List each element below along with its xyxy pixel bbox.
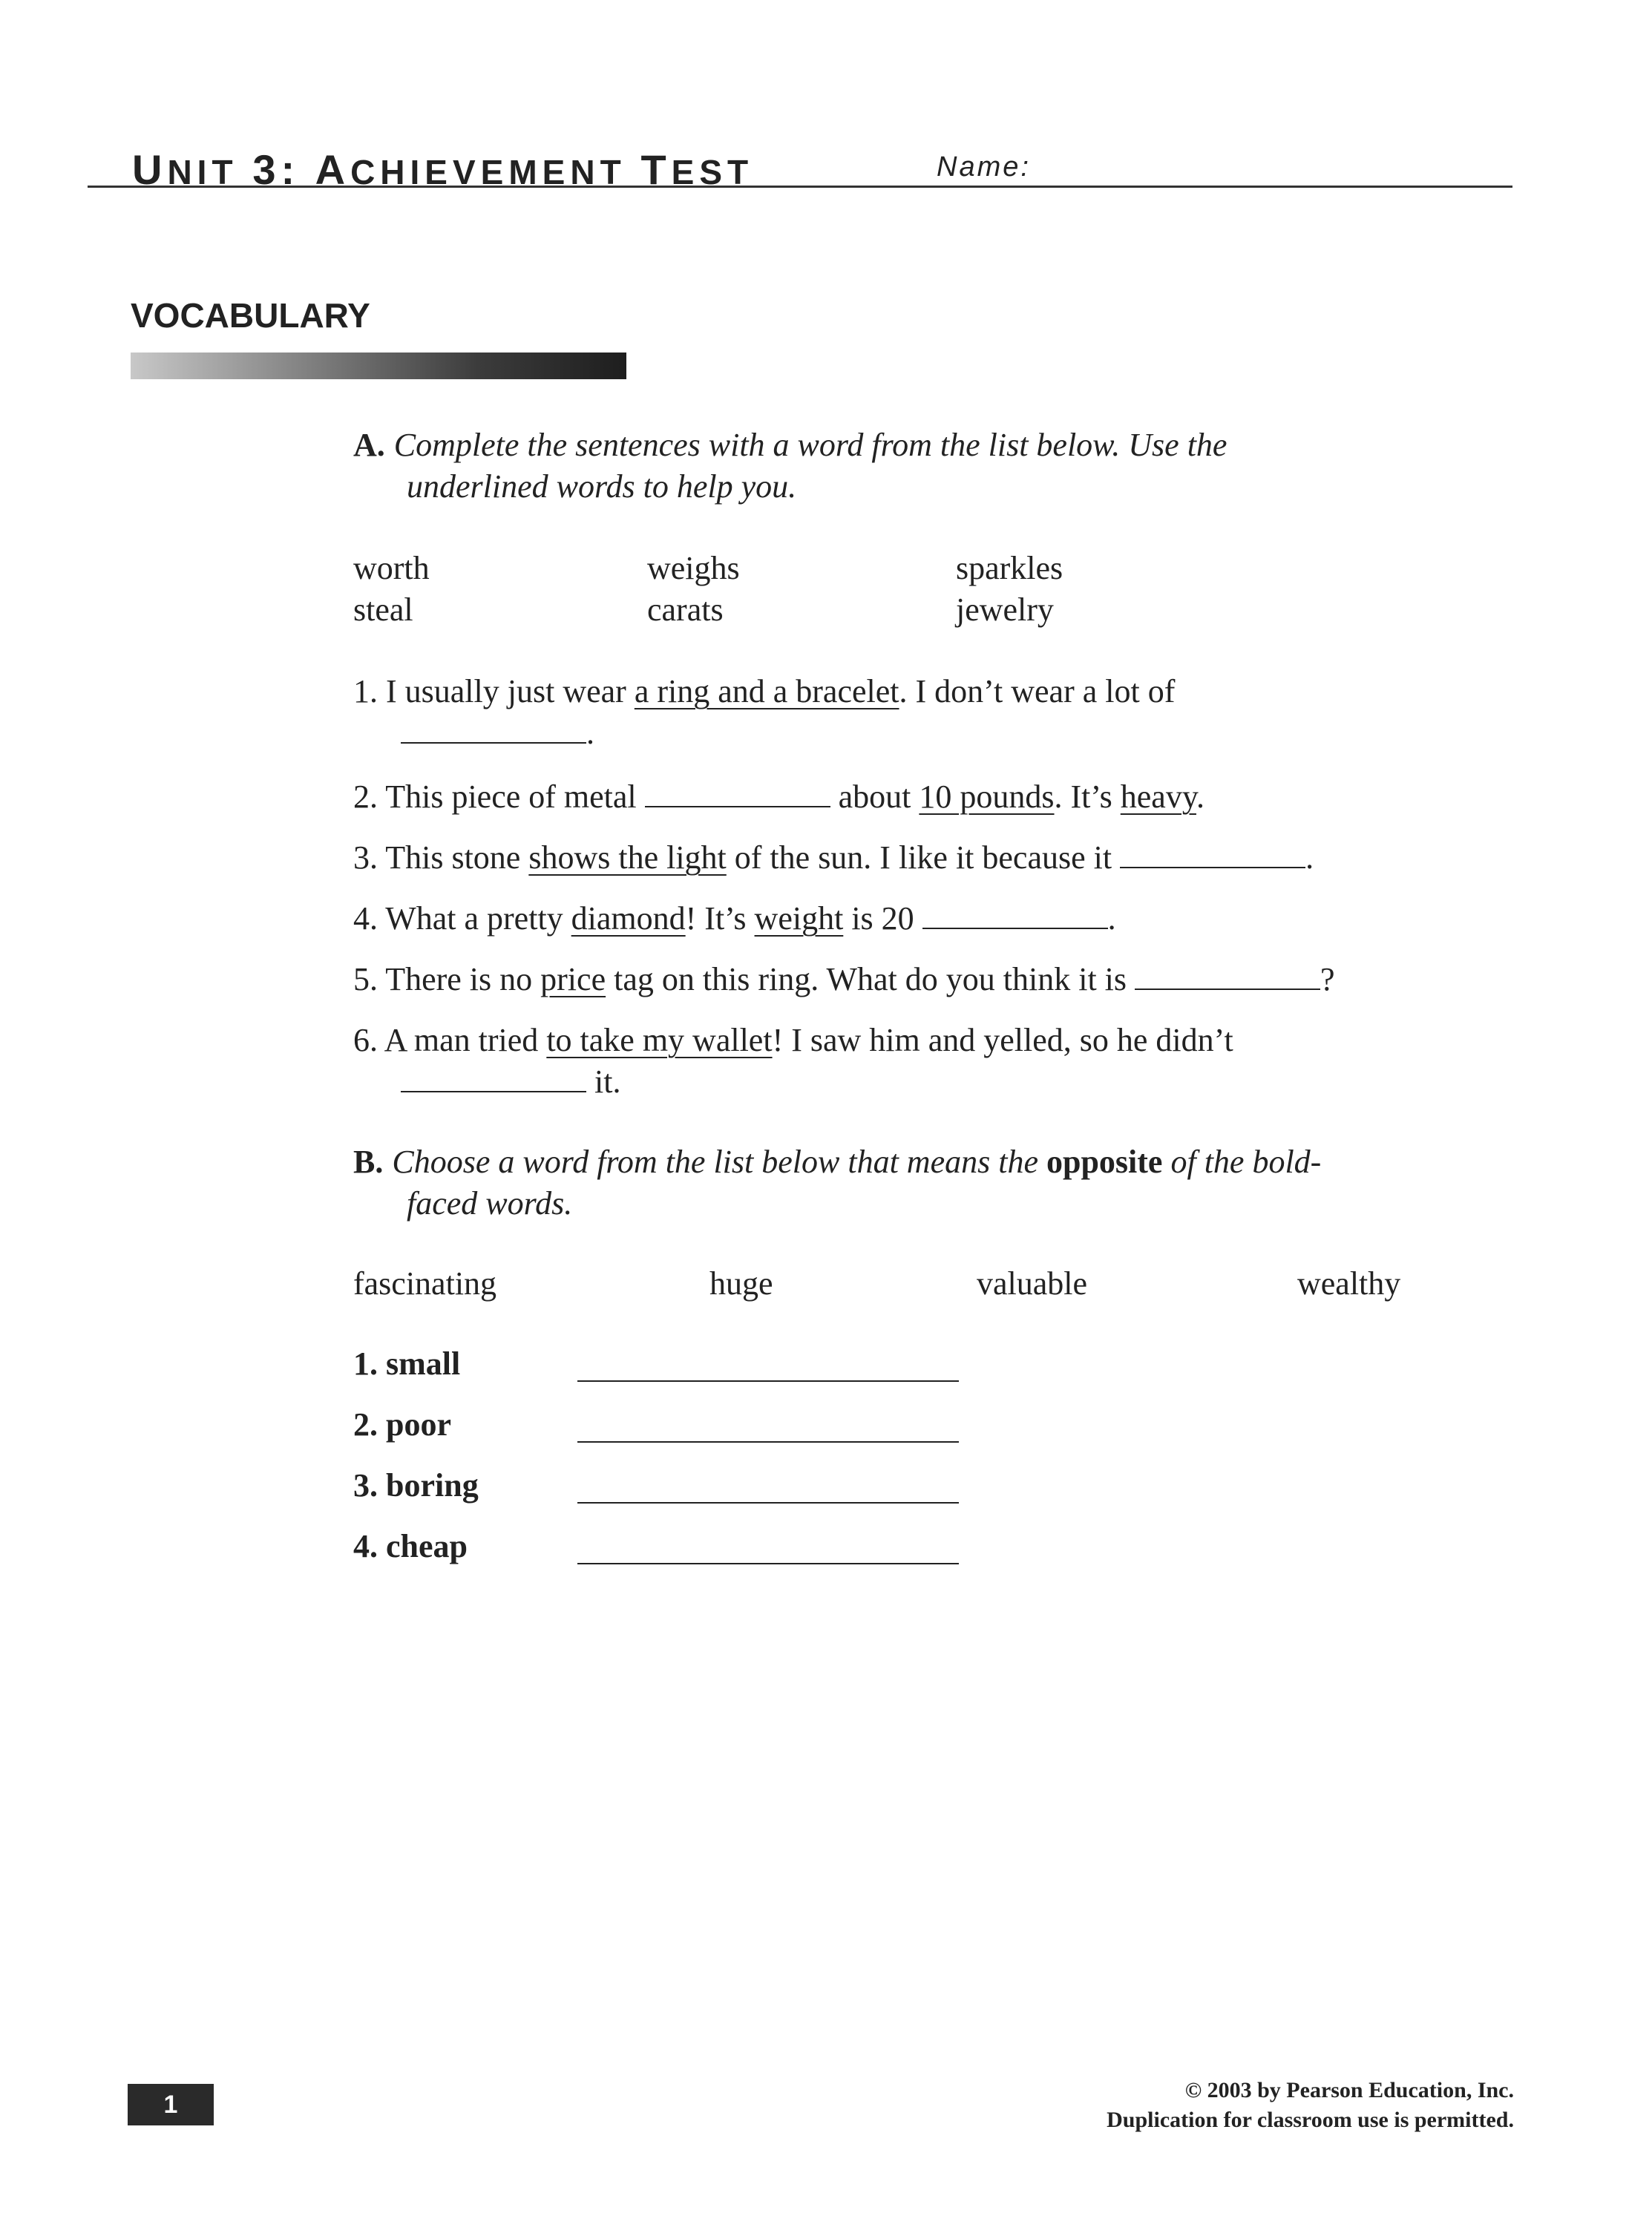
underlined-hint: heavy	[1120, 778, 1196, 815]
answer-line[interactable]	[577, 1380, 959, 1382]
question-number: 4.	[353, 900, 378, 937]
question-text: .	[586, 715, 594, 751]
word-bank-item: weighs	[647, 550, 740, 586]
question-6	[353, 1020, 1233, 1061]
question-text: This piece of metal	[385, 778, 645, 815]
word-bank-item: valuable	[977, 1265, 1088, 1302]
question-text: .	[1305, 839, 1314, 876]
question-text: There is no	[385, 961, 541, 997]
bold-word: poor	[386, 1406, 451, 1443]
question-text: I usually just wear	[386, 673, 635, 709]
title-part: T	[640, 146, 672, 193]
question-2	[353, 776, 1204, 818]
part-a-instruction-line2: underlined words to help you.	[407, 468, 797, 505]
part-b-instruction-line2: faced words.	[407, 1185, 573, 1222]
page-number: 1	[128, 2084, 214, 2125]
copyright: © 2003 by Pearson Education, Inc.	[1184, 2078, 1514, 2102]
question-text: . I don’t wear a lot of	[899, 673, 1176, 709]
question-number: 1.	[353, 1345, 378, 1382]
title-part: A	[315, 146, 351, 193]
answer-blank[interactable]	[401, 1069, 586, 1092]
underlined-hint: a ring and a bracelet	[634, 673, 899, 709]
opposite-item-4	[353, 1527, 468, 1565]
opposite-item-1	[353, 1345, 460, 1383]
word-bank-item: steal	[353, 591, 413, 628]
question-number: 3.	[353, 839, 378, 876]
question-text: ! I saw him and yelled, so he didn’t	[772, 1022, 1233, 1058]
instruction-text: Complete the sentences with a word from the list below. Use the	[393, 427, 1227, 463]
question-text: is 20	[843, 900, 922, 937]
answer-line[interactable]	[577, 1563, 959, 1564]
question-text: A man tried	[384, 1022, 547, 1058]
question-text: .	[1107, 900, 1116, 937]
word-bank-item: wealthy	[1297, 1265, 1401, 1302]
title-part: EST	[671, 153, 754, 191]
word-bank-item: carats	[647, 591, 724, 628]
header-rule	[88, 186, 1512, 188]
instruction-bold: opposite	[1046, 1144, 1163, 1180]
question-number: 2.	[353, 778, 378, 815]
answer-blank[interactable]	[645, 784, 830, 807]
question-number: 2.	[353, 1406, 378, 1443]
question-number: 5.	[353, 961, 378, 997]
opposite-item-3	[353, 1466, 479, 1504]
title-part: CHIEVEMENT	[350, 153, 641, 191]
answer-blank[interactable]	[1120, 845, 1305, 868]
part-b-letter: B.	[353, 1144, 384, 1180]
question-3	[353, 837, 1314, 879]
answer-blank[interactable]	[401, 720, 586, 744]
underlined-hint: shows the light	[528, 839, 727, 876]
instruction-text: Choose a word from the list below that means the	[392, 1144, 1046, 1180]
title-part: U	[132, 146, 168, 193]
question-text: it.	[586, 1063, 621, 1100]
word-bank-item: jewelry	[956, 591, 1054, 628]
name-label: Name:	[937, 151, 1031, 183]
question-5	[353, 959, 1335, 1000]
underlined-hint: diamond	[571, 900, 686, 937]
question-text: ! It’s	[685, 900, 755, 937]
question-4	[353, 898, 1116, 940]
section-title: VOCABULARY	[131, 296, 370, 335]
question-6-line2	[401, 1061, 620, 1103]
question-1	[353, 671, 1175, 712]
title-part: NIT	[167, 153, 253, 191]
question-number: 3.	[353, 1467, 378, 1504]
bold-word: small	[386, 1345, 461, 1382]
question-1-line2	[401, 712, 594, 754]
word-bank-item: sparkles	[956, 550, 1063, 586]
answer-blank[interactable]	[1135, 966, 1320, 990]
answer-line[interactable]	[577, 1502, 959, 1504]
answer-blank[interactable]	[922, 905, 1108, 929]
part-a-instruction	[353, 424, 1227, 466]
word-bank-item: fascinating	[353, 1265, 497, 1302]
title-part: 3:	[252, 146, 315, 193]
opposite-item-2	[353, 1406, 451, 1443]
question-text: . It’s	[1054, 778, 1121, 815]
underlined-hint: weight	[754, 900, 844, 937]
bold-word: boring	[386, 1467, 479, 1504]
word-bank-item: worth	[353, 550, 430, 586]
underlined-hint: 10 pounds	[919, 778, 1055, 815]
question-text: tag on this ring. What do you think it is	[606, 961, 1135, 997]
bold-word: cheap	[386, 1528, 468, 1564]
question-number: 6.	[353, 1022, 378, 1058]
question-text: This stone	[385, 839, 529, 876]
part-b-instruction	[353, 1141, 1321, 1183]
question-text: ?	[1320, 961, 1335, 997]
answer-line[interactable]	[577, 1441, 959, 1443]
underlined-hint: price	[540, 961, 606, 997]
question-number: 4.	[353, 1528, 378, 1564]
underlined-hint: to take my wallet	[546, 1022, 773, 1058]
question-text: about	[830, 778, 920, 815]
instruction-text: of the bold-	[1162, 1144, 1322, 1180]
permission-note: Duplication for classroom use is permitted.	[1107, 2108, 1514, 2132]
question-text: .	[1196, 778, 1204, 815]
question-number: 1.	[353, 673, 378, 709]
question-text: What a pretty	[385, 900, 571, 937]
part-a-letter: A.	[353, 427, 385, 463]
word-bank-item: huge	[709, 1265, 773, 1302]
section-bar	[131, 353, 626, 379]
question-text: of the sun. I like it because it	[726, 839, 1121, 876]
